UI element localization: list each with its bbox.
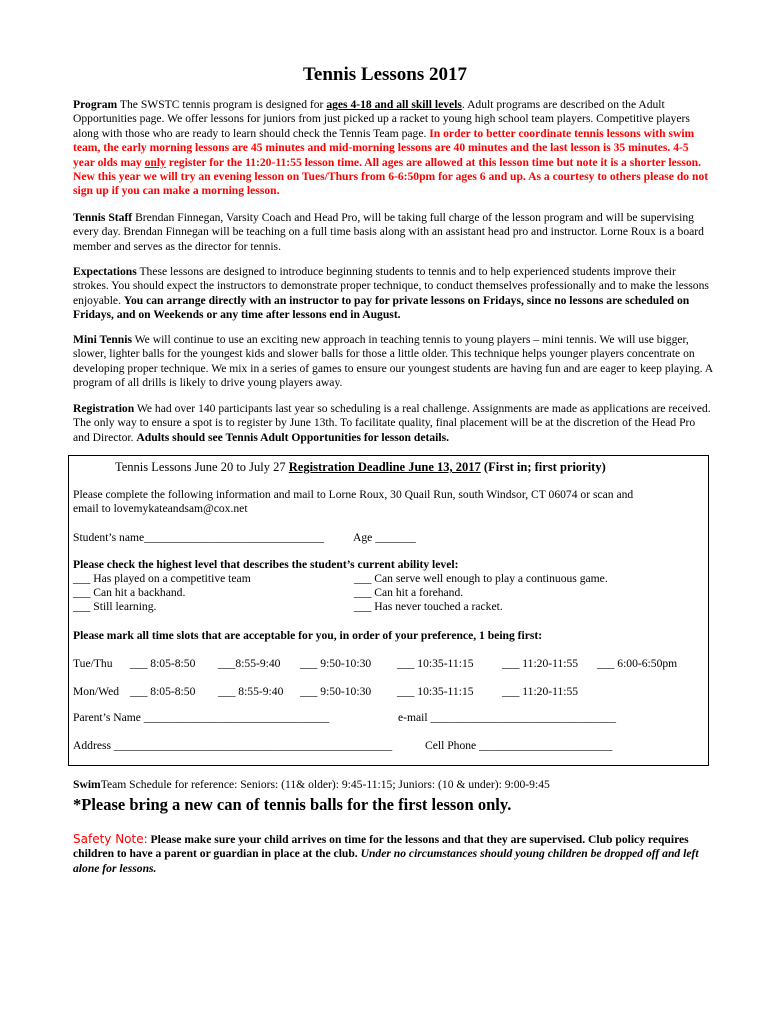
monwed-label: Mon/Wed: [73, 685, 120, 698]
tuethu-slot-2[interactable]: ___8:55-9:40: [218, 657, 281, 670]
monwed-slot-3[interactable]: ___ 9:50-10:30: [300, 685, 372, 698]
ability-option-serve[interactable]: ___ Can serve well enough to play a continuous game.: [354, 572, 608, 585]
staff-heading: Tennis Staff: [73, 211, 133, 224]
address-field[interactable]: Address ________________________________________________: [73, 739, 393, 752]
registration-form: [68, 455, 709, 766]
tuethu-slot-1[interactable]: ___ 8:05-8:50: [130, 657, 196, 670]
safety-note: [73, 832, 713, 876]
expectations-section: [73, 265, 713, 323]
expectations-heading: Expectations: [73, 265, 137, 278]
tennis-balls-notice: *Please bring a new can of tennis balls for the first lesson only.: [73, 795, 512, 814]
program-ages: ages 4-18 and all skill levels: [326, 98, 462, 111]
form-title: [115, 460, 606, 474]
program-section: [73, 98, 713, 199]
form-title-dates: Tennis Lessons June 20 to July 27: [115, 460, 289, 474]
program-red-text-1: In order to better coordinate tennis lessons with swim team, the early morning lessons are 45 minutes and mid-morning lessons are 40 minutes and the last lesson is 35 minutes. 4-5 year olds may: [73, 126, 695, 169]
safety-note-text: Please make sure your child arrives on time for the lessons and that they are supervised. Club policy requires children to have a parent or guardian in place at the club.: [73, 833, 689, 861]
ability-option-still-learning[interactable]: ___ Still learning.: [73, 600, 157, 613]
ability-level-heading: Please check the highest level that describes the student’s current ability level:: [73, 558, 459, 571]
expectations-bold-text: You can arrange directly with an instructor to pay for private lessons on Fridays, since no lessons are scheduled on Fridays, and on Weekends or any time after lessons end in August.: [73, 293, 690, 322]
staff-text: Brendan Finnegan, Varsity Coach and Head Pro, will be taking full charge of the lesson program and will be supervising every day. Brendan Finnegan will be teaching on a full time basis along with an assistant head pro and instructor. Lorne Roux is a board member and serves as the director for tennis.: [73, 211, 704, 253]
monwed-slot-1[interactable]: ___ 8:05-8:50: [130, 685, 196, 698]
ability-option-never-touched[interactable]: ___ Has never touched a racket.: [354, 600, 503, 613]
program-red-text-2: register for the 11:20-11:55 lesson time. All ages are allowed at this lesson time but note it is a shorter lesson. New this year we will try an evening lesson on Tues/Thurs from 6-6:50pm for ages 6 and up. As a courtesy to others please do not sign up if you can make a morning lesson.: [73, 155, 709, 198]
monwed-slot-4[interactable]: ___ 10:35-11:15: [397, 685, 474, 698]
mini-tennis-text: We will continue to use an exciting new approach in teaching tennis to young players – mini tennis. We will use bigger, slower, lighter balls for the youngest kids and slower balls for those a little older. This technique helps younger players concentrate on developing proper technique. We mix in a series of games to ensure our youngest students are having fun and are eager to keep playing. A program of all drills is likely to drive young players away.: [73, 333, 713, 390]
form-mail-instructions-line2: email to lovemykateandsam@cox.net: [73, 502, 248, 515]
parent-name-field[interactable]: Parent’s Name ________________________________: [73, 711, 330, 724]
safety-note-label: Safety Note:: [73, 832, 148, 846]
registration-bold-text: Adults should see Tennis Adult Opportunities for lesson details.: [136, 430, 449, 444]
monwed-slot-2[interactable]: ___ 8:55-9:40: [218, 685, 284, 698]
email-field[interactable]: e-mail ________________________________: [398, 711, 617, 724]
ability-option-backhand[interactable]: ___ Can hit a backhand.: [73, 586, 186, 599]
safety-note-italic: Under no circumstances should young children be dropped off and left alone for lessons.: [73, 847, 699, 875]
program-text-1: The SWSTC tennis program is designed for: [117, 98, 327, 111]
program-heading: Program: [73, 98, 118, 111]
registration-section: [73, 402, 713, 445]
monwed-slot-5[interactable]: ___ 11:20-11:55: [502, 685, 579, 698]
registration-heading: Registration: [73, 402, 135, 415]
swim-label: Swim: [73, 778, 101, 791]
swim-text: Team Schedule for reference: Seniors: (11& older): 9:45-11:15; Juniors: (10 & under): 9:00-9:45: [100, 778, 550, 791]
cell-phone-field[interactable]: Cell Phone _______________________: [425, 739, 613, 752]
tuethu-slot-3[interactable]: ___ 9:50-10:30: [300, 657, 372, 670]
form-title-priority: (First in; first priority): [480, 460, 606, 474]
staff-section: [73, 211, 713, 254]
form-title-deadline: Registration Deadline June 13, 2017: [288, 460, 481, 474]
program-red-only: only: [144, 155, 166, 169]
tuethu-slot-4[interactable]: ___ 10:35-11:15: [397, 657, 474, 670]
tuethu-slot-5[interactable]: ___ 11:20-11:55: [502, 657, 579, 670]
ability-option-forehand[interactable]: ___ Can hit a forehand.: [354, 586, 464, 599]
expectations-text: These lessons are designed to introduce beginning students to tennis and to help experienced students improve their strokes. You should expect the instructors to demonstrate proper technique, to conduct themselves professionally and to make the lessons enjoyable.: [73, 265, 709, 307]
student-name-field[interactable]: Student’s name_______________________________: [73, 531, 324, 544]
page-title: Tennis Lessons 2017: [302, 64, 468, 85]
time-slots-heading: Please mark all time slots that are acceptable for you, in order of your preference, 1 being first:: [73, 629, 543, 642]
swim-schedule: [73, 778, 550, 791]
mini-tennis-section: [73, 333, 713, 391]
program-text-2: . Adult programs are described on the Adult Opportunities page. We offer lessons for juniors from just picked up a racket to young high school team players. Competitive players along with those who are ready to learn should check the Tennis Team page.: [73, 98, 690, 140]
ability-option-competitive[interactable]: ___ Has played on a competitive team: [73, 572, 251, 585]
tuethu-slot-6[interactable]: ___ 6:00-6:50pm: [597, 657, 678, 670]
mini-tennis-heading: Mini Tennis: [73, 333, 132, 346]
tuethu-label: Tue/Thu: [73, 657, 113, 670]
age-field[interactable]: Age _______: [353, 531, 416, 544]
registration-text: We had over 140 participants last year so scheduling is a real challenge. Assignments are made as applications are received. The only way to ensure a spot is to register by June 13th. To facilitate quality, final placement will be at the discretion of the Head Pro and Director.: [73, 402, 711, 444]
form-mail-instructions-line1: Please complete the following information and mail to Lorne Roux, 30 Quail Run, south Windsor, CT 06074 or scan and: [73, 488, 634, 501]
